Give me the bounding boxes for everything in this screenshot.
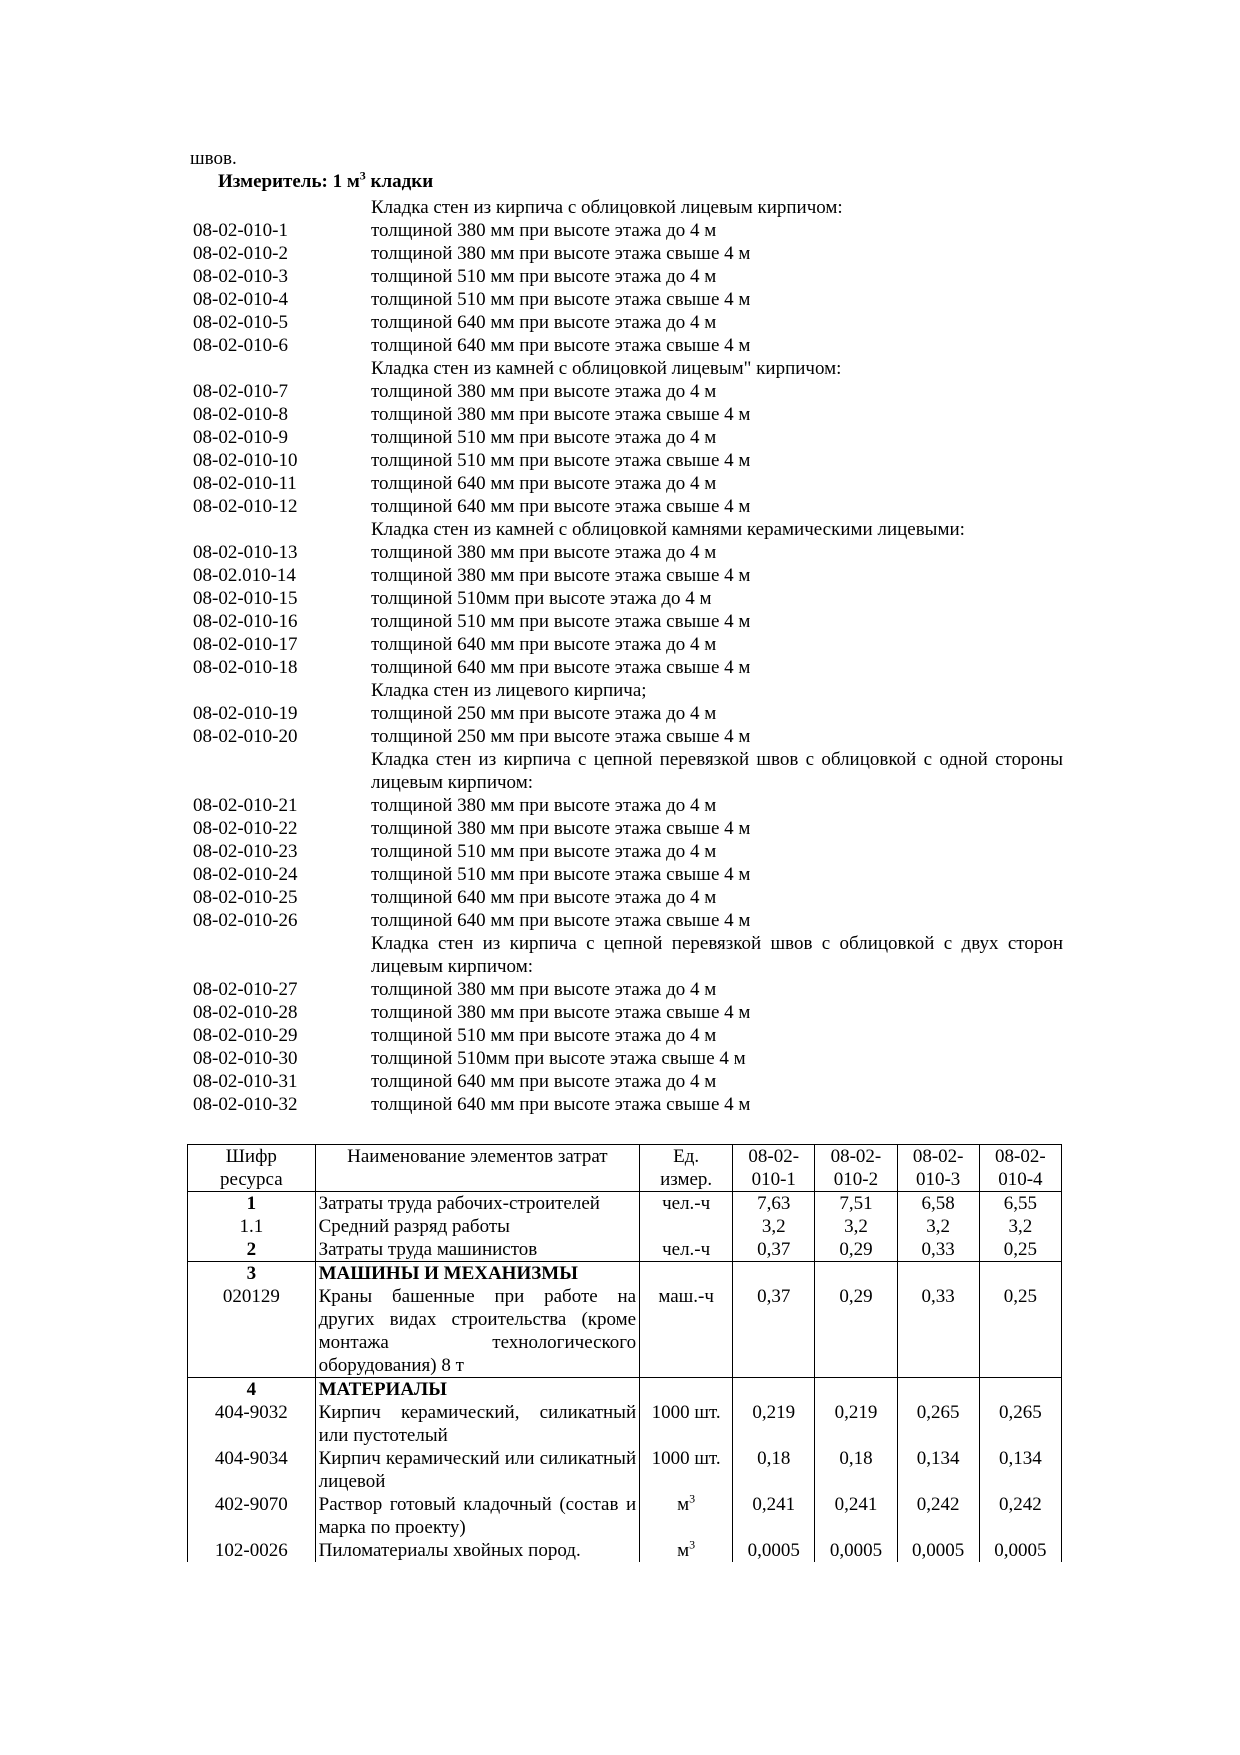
- item-code: 08-02-010-28: [193, 1002, 298, 1023]
- item-code: 08-02-010-18: [193, 657, 298, 678]
- item-text: толщиной 380 мм при высоте этажа до 4 м: [371, 542, 717, 563]
- value-cell: 6,55: [979, 1192, 1061, 1216]
- item-text: толщиной 640 мм при высоте этажа до 4 м: [371, 634, 717, 655]
- item-text: толщиной 250 мм при высоте этажа свыше 4 м: [371, 726, 751, 747]
- item-text: толщиной 510 мм при высоте этажа до 4 м: [371, 427, 717, 448]
- value-cell: [733, 1378, 815, 1402]
- item-text: толщиной 510мм при высоте этажа до 4 м: [371, 588, 712, 609]
- item-list: [193, 196, 1063, 1116]
- list-item: [193, 334, 1063, 357]
- header-text: 010-4: [998, 1169, 1043, 1190]
- item-code: 08-02-010-22: [193, 818, 298, 839]
- list-item: [193, 380, 1063, 403]
- list-item: [193, 725, 1063, 748]
- unit-text: 1000 шт.: [651, 1448, 721, 1469]
- item-text: толщиной 380 мм при высоте этажа до 4 м: [371, 795, 717, 816]
- item-text: толщиной 510мм при высоте этажа свыше 4 м: [371, 1048, 746, 1069]
- item-code: 08-02-010-5: [193, 312, 288, 333]
- resource-unit: [640, 1447, 733, 1493]
- table-row: [188, 1493, 1062, 1539]
- value-cell: 3,2: [897, 1215, 979, 1238]
- item-code: 08-02-010-32: [193, 1094, 298, 1115]
- value-cell: 0,219: [733, 1401, 815, 1447]
- table-row: [188, 1378, 1062, 1402]
- value-cell: 0,0005: [815, 1539, 897, 1562]
- list-item: [193, 426, 1063, 449]
- header-cell: [188, 1145, 316, 1192]
- list-item: [193, 886, 1063, 909]
- list-item: [193, 1070, 1063, 1093]
- resource-code: 1.1: [188, 1215, 316, 1238]
- list-item: [193, 702, 1063, 725]
- header-text: 08-02-: [995, 1146, 1046, 1167]
- list-group-header: [193, 679, 1063, 702]
- item-code: 08-02-010-3: [193, 266, 288, 287]
- list-group-header: [193, 196, 1063, 219]
- item-code: 08-02-010-7: [193, 381, 288, 402]
- resource-unit: [640, 1192, 733, 1216]
- list-item: [193, 1047, 1063, 1070]
- item-text: толщиной 380 мм при высоте этажа до 4 м: [371, 979, 717, 1000]
- table-row: [188, 1401, 1062, 1447]
- header-text: измер.: [660, 1169, 713, 1190]
- value-cell: 0,0005: [979, 1539, 1061, 1562]
- value-cell: 6,58: [897, 1192, 979, 1216]
- unit-text: маш.-ч: [658, 1286, 714, 1307]
- value-cell: 0,0005: [733, 1539, 815, 1562]
- unit-text: м: [677, 1540, 690, 1561]
- value-cell: 0,0005: [897, 1539, 979, 1562]
- value-cell: 3,2: [733, 1215, 815, 1238]
- value-cell: 0,265: [897, 1401, 979, 1447]
- item-text: толщиной 380 мм при высоте этажа до 4 м: [371, 220, 717, 241]
- list-item: [193, 587, 1063, 610]
- item-code: 08-02-010-4: [193, 289, 288, 310]
- list-item: [193, 840, 1063, 863]
- table-row: [188, 1539, 1062, 1562]
- table-row: [188, 1215, 1062, 1238]
- header-text: Шифр: [225, 1146, 277, 1167]
- table-row: [188, 1238, 1062, 1262]
- list-item: [193, 1093, 1063, 1116]
- value-cell: 0,134: [979, 1447, 1061, 1493]
- item-text: Кладка стен из лицевого кирпича;: [371, 680, 647, 701]
- item-text: толщиной 380 мм при высоте этажа свыше 4 м: [371, 565, 751, 586]
- value-cell: 0,37: [733, 1285, 815, 1378]
- item-text: толщиной 380 мм при высоте этажа свыше 4 м: [371, 1002, 751, 1023]
- list-group-header: [193, 518, 1063, 541]
- item-code: 08-02-010-27: [193, 979, 298, 1000]
- unit-text: чел.-ч: [662, 1193, 711, 1214]
- resource-name: Пиломатериалы хвойных пород.: [315, 1539, 640, 1562]
- value-cell: 0,33: [897, 1238, 979, 1262]
- list-group-header: [193, 357, 1063, 380]
- list-item: [193, 449, 1063, 472]
- list-item: [193, 1024, 1063, 1047]
- item-code: 08-02-010-31: [193, 1071, 298, 1092]
- item-code: 08-02-010-20: [193, 726, 298, 747]
- list-item: [193, 909, 1063, 932]
- item-code: 08-02-010-8: [193, 404, 288, 425]
- item-code: [193, 518, 371, 541]
- item-text: толщиной 510 мм при высоте этажа до 4 м: [371, 1025, 717, 1046]
- resource-code: 1: [188, 1192, 316, 1216]
- item-code: 08-02-010-1: [193, 220, 288, 241]
- item-code: 08-02-010-26: [193, 910, 298, 931]
- item-code: 08-02-010-16: [193, 611, 298, 632]
- resource-code: 020129: [188, 1285, 316, 1378]
- list-item: [193, 311, 1063, 334]
- unit-text: 1000 шт.: [651, 1402, 721, 1423]
- item-text: толщиной 640 мм при высоте этажа свыше 4 м: [371, 910, 751, 931]
- list-item: [193, 541, 1063, 564]
- item-text: Кладка стен из камней с облицовкой лицевым" кирпичом:: [371, 358, 842, 379]
- value-cell: 0,18: [733, 1447, 815, 1493]
- item-code: 08-02-010-11: [193, 473, 297, 494]
- item-code: 08-02-010-25: [193, 887, 298, 908]
- list-item: [193, 863, 1063, 886]
- unit-sup: 3: [689, 1537, 696, 1552]
- list-item: [193, 495, 1063, 518]
- value-cell: 0,18: [815, 1447, 897, 1493]
- list-item: [193, 288, 1063, 311]
- value-cell: 3,2: [815, 1215, 897, 1238]
- value-cell: [897, 1262, 979, 1286]
- header-text: 010-3: [915, 1169, 961, 1190]
- item-text: толщиной 510 мм при высоте этажа свыше 4 м: [371, 450, 751, 471]
- item-text: толщиной 510 мм при высоте этажа свыше 4 м: [371, 611, 751, 632]
- header-text: 08-02-: [912, 1146, 964, 1167]
- item-text: толщиной 380 мм при высоте этажа свыше 4 м: [371, 404, 751, 425]
- item-code: [193, 357, 371, 380]
- item-text: толщиной 380 мм при высоте этажа до 4 м: [371, 381, 717, 402]
- item-code: 08-02-010-15: [193, 588, 298, 609]
- resource-name: МАТЕРИАЛЫ: [315, 1378, 640, 1402]
- item-text: толщиной 510 мм при высоте этажа до 4 м: [371, 841, 717, 862]
- resource-unit: [640, 1539, 733, 1562]
- item-code: 08-02-010-2: [193, 243, 288, 264]
- resource-code: 4: [188, 1378, 316, 1402]
- list-item: [193, 978, 1063, 1001]
- resource-name: Раствор готовый кладочный (состав и марка по проекту): [315, 1493, 640, 1539]
- value-cell: [897, 1378, 979, 1402]
- resource-unit: [640, 1238, 733, 1262]
- item-text: толщиной 640 мм при высоте этажа свыше 4 м: [371, 496, 751, 517]
- resource-name: Краны башенные при работе на других видах строительства (кроме монтажа технологического оборудования) 8 т: [315, 1285, 640, 1378]
- header-text: Наименование элементов затрат: [347, 1146, 608, 1167]
- resource-name: Средний разряд работы: [315, 1215, 640, 1238]
- list-item: [193, 817, 1063, 840]
- resource-unit: [640, 1262, 733, 1286]
- item-code: [193, 932, 371, 978]
- resource-code: 402-9070: [188, 1493, 316, 1539]
- item-text: толщиной 380 мм при высоте этажа свыше 4 м: [371, 818, 751, 839]
- item-text: толщиной 380 мм при высоте этажа свыше 4 м: [371, 243, 751, 264]
- header-text: Ед.: [673, 1146, 700, 1167]
- value-cell: 0,242: [897, 1493, 979, 1539]
- value-cell: [733, 1262, 815, 1286]
- list-item: [193, 610, 1063, 633]
- item-text: Кладка стен из кирпича с цепной перевязкой швов с облицовкой с двух сторон лицевым кирпичом:: [371, 933, 1063, 977]
- resource-name: Затраты труда рабочих-строителей: [315, 1192, 640, 1216]
- list-item: [193, 564, 1063, 587]
- item-code: 08-02-010-24: [193, 864, 298, 885]
- table-row: [188, 1262, 1062, 1286]
- item-text: толщиной 510 мм при высоте этажа свыше 4 м: [371, 289, 751, 310]
- list-item: [193, 794, 1063, 817]
- item-code: 08-02-010-21: [193, 795, 298, 816]
- header-text: ресурса: [219, 1169, 283, 1190]
- item-code: 08-02-010-12: [193, 496, 298, 517]
- header-text: 08-02-: [748, 1146, 800, 1167]
- unit-text: м: [677, 1494, 690, 1515]
- resource-name: Затраты труда машинистов: [315, 1238, 640, 1262]
- header-text: 010-2: [833, 1169, 879, 1190]
- header-cell: [733, 1145, 815, 1192]
- list-group-header: [193, 932, 1063, 978]
- header-cell: [897, 1145, 979, 1192]
- value-cell: 0,241: [815, 1493, 897, 1539]
- item-text: Кладка стен из кирпича с облицовкой лицевым кирпичом:: [371, 197, 843, 218]
- value-cell: 3,2: [979, 1215, 1061, 1238]
- item-text: толщиной 250 мм при высоте этажа до 4 м: [371, 703, 717, 724]
- item-text: Кладка стен из камней с облицовкой камнями керамическими лицевыми:: [371, 519, 965, 540]
- header-cell: [979, 1145, 1061, 1192]
- value-cell: 0,219: [815, 1401, 897, 1447]
- unit-text: чел.-ч: [662, 1239, 711, 1260]
- value-cell: 0,134: [897, 1447, 979, 1493]
- value-cell: 0,242: [979, 1493, 1061, 1539]
- resource-unit: [640, 1401, 733, 1447]
- list-item: [193, 472, 1063, 495]
- value-cell: 0,29: [815, 1238, 897, 1262]
- item-text: Кладка стен из кирпича с цепной перевязкой швов с облицовкой с одной стороны лицевым кирпичом:: [371, 749, 1063, 793]
- resource-unit: [640, 1378, 733, 1402]
- item-code: 08-02-010-23: [193, 841, 298, 862]
- list-item: [193, 403, 1063, 426]
- table-row: [188, 1447, 1062, 1493]
- item-text: толщиной 640 мм при высоте этажа до 4 м: [371, 1071, 717, 1092]
- item-code: 08-02-010-30: [193, 1048, 298, 1069]
- resource-unit: [640, 1285, 733, 1378]
- value-cell: 0,33: [897, 1285, 979, 1378]
- list-group-header: [193, 748, 1063, 794]
- item-code: 08-02-010-19: [193, 703, 298, 724]
- item-text: толщиной 510 мм при высоте этажа до 4 м: [371, 266, 717, 287]
- item-code: 08-02-010-9: [193, 427, 288, 448]
- item-text: толщиной 510 мм при высоте этажа свыше 4 м: [371, 864, 751, 885]
- item-code: 08-02-010-13: [193, 542, 298, 563]
- resource-code: 404-9032: [188, 1401, 316, 1447]
- measure-line: Измеритель: 1 $м^3$ кладки: [218, 168, 434, 192]
- value-cell: 0,29: [815, 1285, 897, 1378]
- resource-code: 404-9034: [188, 1447, 316, 1493]
- list-item: [193, 1001, 1063, 1024]
- value-cell: [815, 1262, 897, 1286]
- item-code: [193, 196, 371, 219]
- list-item: [193, 242, 1063, 265]
- header-text: 08-02-: [830, 1146, 882, 1167]
- list-item: [193, 219, 1063, 242]
- value-cell: 0,241: [733, 1493, 815, 1539]
- item-code: [193, 748, 371, 794]
- header-cell: [815, 1145, 897, 1192]
- item-code: [193, 679, 371, 702]
- item-code: 08-02-010-29: [193, 1025, 298, 1046]
- value-cell: 7,51: [815, 1192, 897, 1216]
- item-code: 08-02.010-14: [193, 565, 296, 586]
- resource-code: 3: [188, 1262, 316, 1286]
- value-cell: 7,63: [733, 1192, 815, 1216]
- table-row: [188, 1192, 1062, 1216]
- value-cell: [979, 1262, 1061, 1286]
- table-header-row: [188, 1145, 1062, 1192]
- resource-name: Кирпич керамический или силикатный лицевой: [315, 1447, 640, 1493]
- header-cell: [315, 1145, 640, 1192]
- intro-text: швов.: [190, 148, 237, 169]
- list-item: [193, 633, 1063, 656]
- value-cell: 0,25: [979, 1238, 1061, 1262]
- value-cell: 0,265: [979, 1401, 1061, 1447]
- item-text: толщиной 640 мм при высоте этажа до 4 м: [371, 312, 717, 333]
- resource-name: Кирпич керамический, силикатный или пустотелый: [315, 1401, 640, 1447]
- item-text: толщиной 640 мм при высоте этажа до 4 м: [371, 473, 717, 494]
- item-text: толщиной 640 мм при высоте этажа свыше 4 м: [371, 1094, 751, 1115]
- resource-unit: [640, 1493, 733, 1539]
- list-item: [193, 656, 1063, 679]
- list-item: [193, 265, 1063, 288]
- resource-table: [187, 1144, 1062, 1562]
- resource-code: 2: [188, 1238, 316, 1262]
- item-code: 08-02-010-6: [193, 335, 288, 356]
- value-cell: [979, 1378, 1061, 1402]
- resource-code: 102-0026: [188, 1539, 316, 1562]
- header-cell: [640, 1145, 733, 1192]
- table-row: [188, 1285, 1062, 1378]
- item-text: толщиной 640 мм при высоте этажа свыше 4 м: [371, 335, 751, 356]
- item-text: толщиной 640 мм при высоте этажа свыше 4 м: [371, 657, 751, 678]
- item-code: 08-02-010-17: [193, 634, 298, 655]
- value-cell: [815, 1378, 897, 1402]
- item-code: 08-02-010-10: [193, 450, 298, 471]
- resource-unit: [640, 1215, 733, 1238]
- value-cell: 0,25: [979, 1285, 1061, 1378]
- item-text: толщиной 640 мм при высоте этажа до 4 м: [371, 887, 717, 908]
- header-text: 010-1: [751, 1169, 796, 1190]
- value-cell: 0,37: [733, 1238, 815, 1262]
- resource-name: МАШИНЫ И МЕХАНИЗМЫ: [315, 1262, 640, 1286]
- unit-sup: 3: [689, 1491, 696, 1506]
